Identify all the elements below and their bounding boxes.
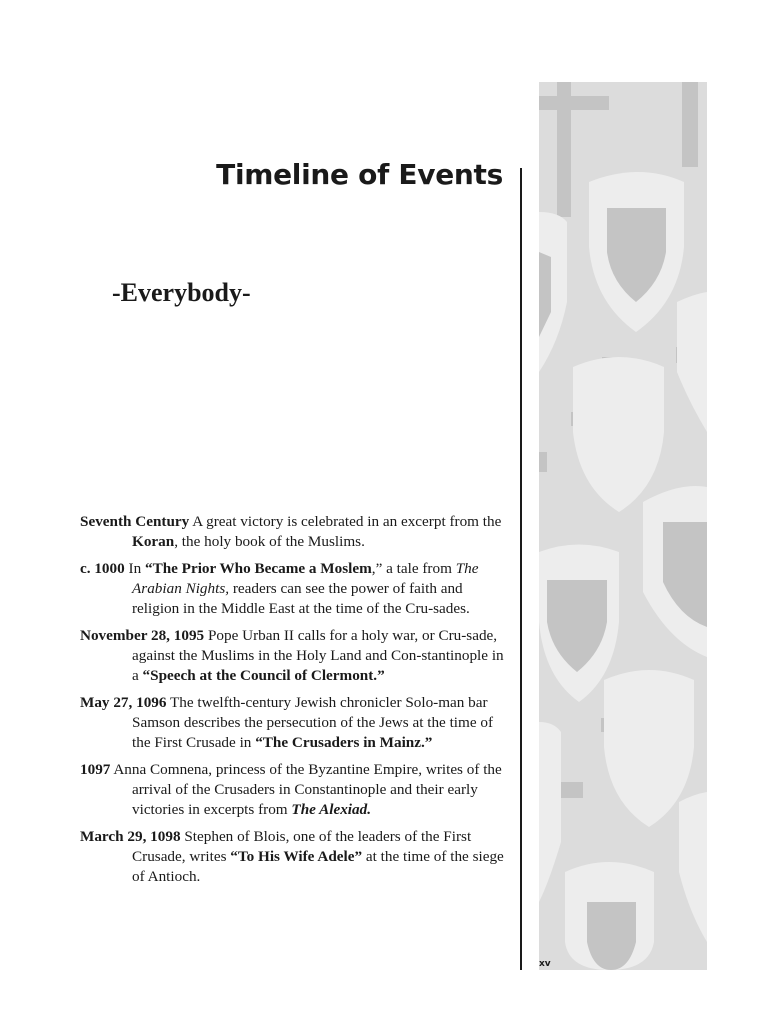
timeline-date: March 29, 1098 [80,828,181,845]
timeline-text: In [124,560,145,577]
page-subtitle: -Everybody- [112,278,251,307]
timeline-entry [80,512,504,552]
timeline-text: “Speech at the Council of Clermont.” [142,667,385,684]
timeline-text: ,” a tale from [371,560,456,577]
timeline-text: Stephen of Blois, one of the leaders of the First Crusade, writes [132,828,472,865]
timeline-text: “The Prior Who Became a Moslem [144,560,372,577]
timeline-text: Pope Urban II calls for a holy war, or Cru-sade, against the Muslims in the Holy Land and Con-stantinople in a [132,627,504,684]
timeline-text: Koran [132,533,175,550]
timeline-text: “To His Wife Adele” [230,848,363,865]
page-title: Timeline of Events [216,158,503,191]
timeline-date: c. 1000 [80,560,125,577]
timeline-text: The Arabian Nights, [132,560,479,597]
timeline-date: November 28, 1095 [80,627,205,644]
page-number: xv [539,959,551,969]
timeline-entry [80,559,504,619]
timeline-text: at the time of the siege of Antioch. [132,848,504,885]
timeline-date: Seventh Century [80,513,190,530]
timeline-text: , the holy book of the Muslims. [174,533,365,550]
timeline-text: Anna Comnena, princess of the Byzantine Empire, writes of the arrival of the Crusaders in Constantinople and their early victories in excerpts from [110,761,502,818]
timeline-text: A great victory is celebrated in an excerpt from the [189,513,502,530]
timeline-entry [80,760,504,820]
vertical-rule [520,168,522,970]
timeline-date: May 27, 1096 [80,694,167,711]
timeline-entry [80,827,504,887]
decorative-shield-pattern [539,82,707,970]
timeline-entry [80,693,504,753]
timeline-date: 1097 [80,761,111,778]
timeline-text: readers can see the power of faith and religion in the Middle East at the time of the Cru-sades. [132,580,470,617]
timeline-text: The twelfth-century Jewish chronicler Solo-man bar Samson describes the persecution of the Jews at the time of the First Crusade in [132,694,494,751]
timeline-list [80,512,504,894]
timeline-text: The Alexiad. [291,801,372,818]
timeline-entry [80,626,504,686]
timeline-text: “The Crusaders in Mainz.” [255,734,433,751]
